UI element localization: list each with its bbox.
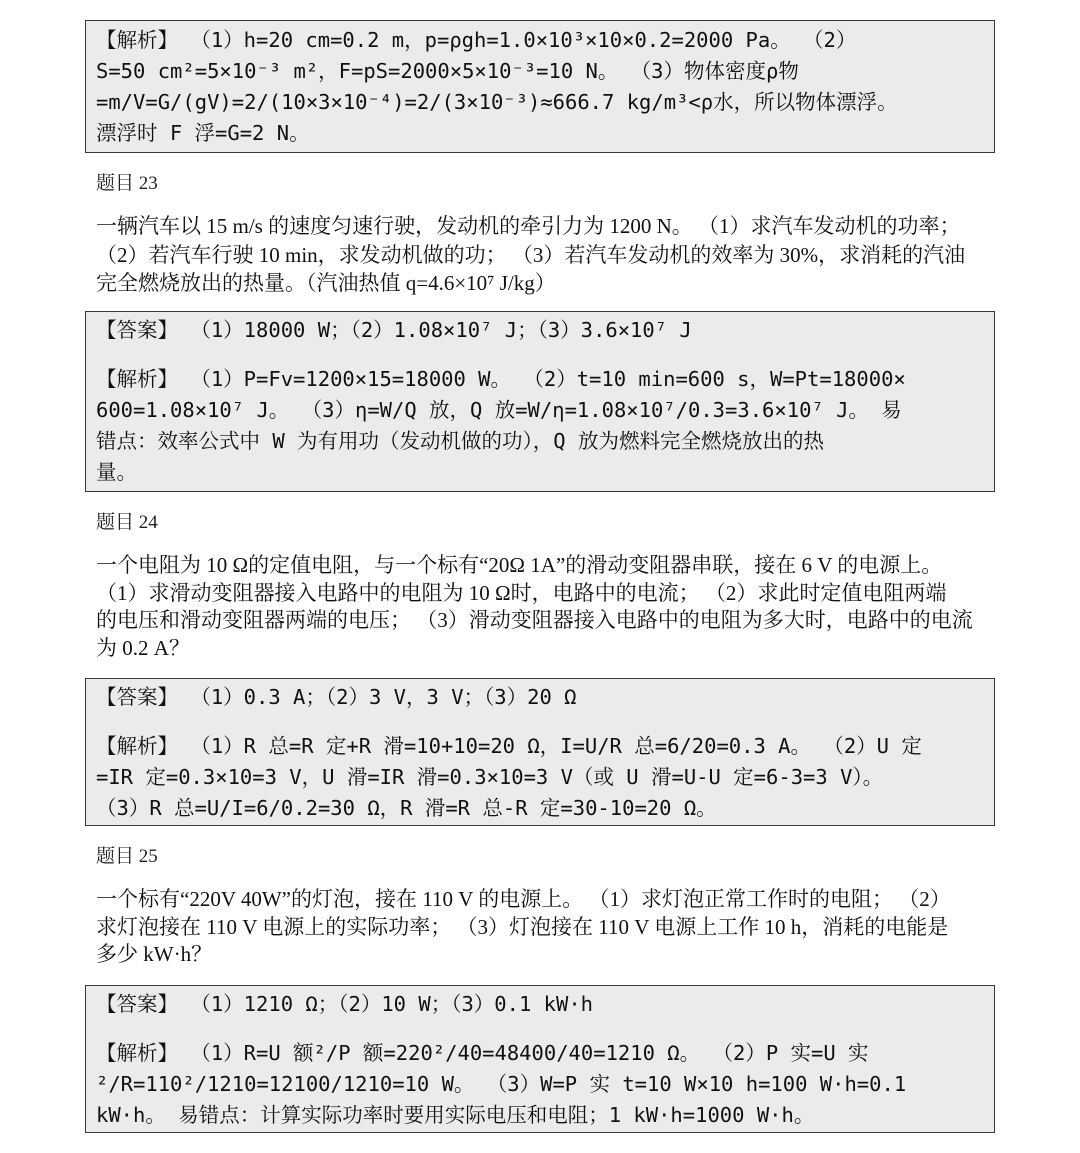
question-heading: 题目 25 (96, 846, 158, 867)
analysis-line: =m/V=G/(gV)=2/(10×3×10⁻⁴)=2/(3×10⁻³)≈666.7 kg/m³<ρ水，所以物体漂浮。 (96, 90, 898, 114)
analysis-line: 【解析】 （1）P=Fv=1200×15=18000 W。 （2）t=10 min=600 s，W=Pt=18000× (96, 366, 906, 391)
answer-box (85, 985, 995, 1133)
analysis-line: 【解析】 （1）R 总=R 定+R 滑=10+10=20 Ω，I=U/R 总=6/20=0.3 A。 （2）U 定 (96, 733, 922, 758)
question-text-line: 多少 kW·h？ (96, 942, 213, 966)
analysis-line: kW·h。 易错点：计算实际功率时要用实际电压和电阻；1 kW·h=1000 W·h。 (96, 1102, 815, 1127)
question-text-line: 一个标有“220V 40W”的灯泡，接在 110 V 的电源上。 （1）求灯泡正常工作时的电阻； （2） (96, 887, 951, 911)
question-text-line: 一辆汽车以 15 m/s 的速度匀速行驶，发动机的牵引力为 1200 N。 （1）求汽车发动机的功率； (96, 214, 961, 238)
answer-box (85, 678, 995, 826)
analysis-line: =IR 定=0.3×10=3 V，U 滑=IR 滑=0.3×10=3 V（或 U 滑=U-U 定=6-3=3 V）。 (96, 764, 884, 789)
question-text-line: （1）求滑动变阻器接入电路中的电阻为 10 Ω时，电路中的电流； （2）求此时定值电阻两端 (96, 580, 947, 605)
question-text-line: 完全燃烧放出的热量。（汽油热值 q=4.6×10⁷ J/kg） (96, 271, 556, 295)
analysis-line: 【解析】 （1）R=U 额²/P 额=220²/40=48400/40=1210 Ω。 （2）P 实=U 实 (96, 1040, 869, 1065)
question-text (96, 552, 973, 662)
question-text-line: 为 0.2 A？ (96, 635, 190, 660)
analysis-line: 量。 (96, 459, 137, 484)
analysis-line: 漂浮时 F 浮=G=2 N。 (96, 121, 310, 145)
question-text-line: （2）若汽车行驶 10 min，求发动机做的功； （3）若汽车发动机的效率为 30%，求消耗的汽油 (96, 242, 966, 267)
question-text-line: 求灯泡接在 110 V 电源上的实际功率； （3）灯泡接在 110 V 电源上工作 10 h，消耗的电能是 (96, 914, 949, 939)
analysis-line: （3）R 总=U/I=6/0.2=30 Ω，R 滑=R 总-R 定=30-10=20 Ω。 (96, 795, 717, 820)
question-heading: 题目 24 (96, 512, 158, 533)
answer-box-continued (85, 20, 995, 153)
answer-line: 【答案】 （1）0.3 A；（2）3 V，3 V；（3）20 Ω (96, 685, 577, 709)
analysis-line: 【解析】 （1）h=20 cm=0.2 m，p=ρgh=1.0×10³×10×0.2=2000 Pa。 （2） (96, 28, 857, 52)
question-text (96, 212, 965, 298)
analysis-line: S=50 cm²=5×10⁻³ m²，F=pS=2000×5×10⁻³=10 N。 （3）物体密度ρ物 (96, 59, 799, 83)
analysis-line: 错点：效率公式中 W 为有用功（发动机做的功），Q 放为燃料完全燃烧放出的热 (96, 428, 824, 453)
analysis-line: ²/R=110²/1210=12100/1210=10 W。 （3）W=P 实 t=10 W×10 h=100 W·h=0.1 (96, 1071, 907, 1096)
question-text-line: 的电压和滑动变阻器两端的电压； （3）滑动变阻器接入电路中的电阻为多大时，电路中的电流 (96, 608, 973, 632)
answer-box (85, 311, 995, 492)
answer-line: 【答案】 （1）18000 W；（2）1.08×10⁷ J；（3）3.6×10⁷ J (96, 318, 692, 342)
question-heading: 题目 23 (96, 173, 158, 194)
analysis-line: 600=1.08×10⁷ J。 （3）η=W/Q 放，Q 放=W/η=1.08×10⁷/0.3=3.6×10⁷ J。 易 (96, 397, 902, 422)
question-text-line: 一个电阻为 10 Ω的定值电阻，与一个标有“20Ω 1A”的滑动变阻器串联，接在 6 V 的电源上。 (96, 553, 943, 577)
question-text (96, 886, 951, 969)
answer-line: 【答案】 （1）1210 Ω；（2）10 W；（3）0.1 kW·h (96, 992, 594, 1016)
